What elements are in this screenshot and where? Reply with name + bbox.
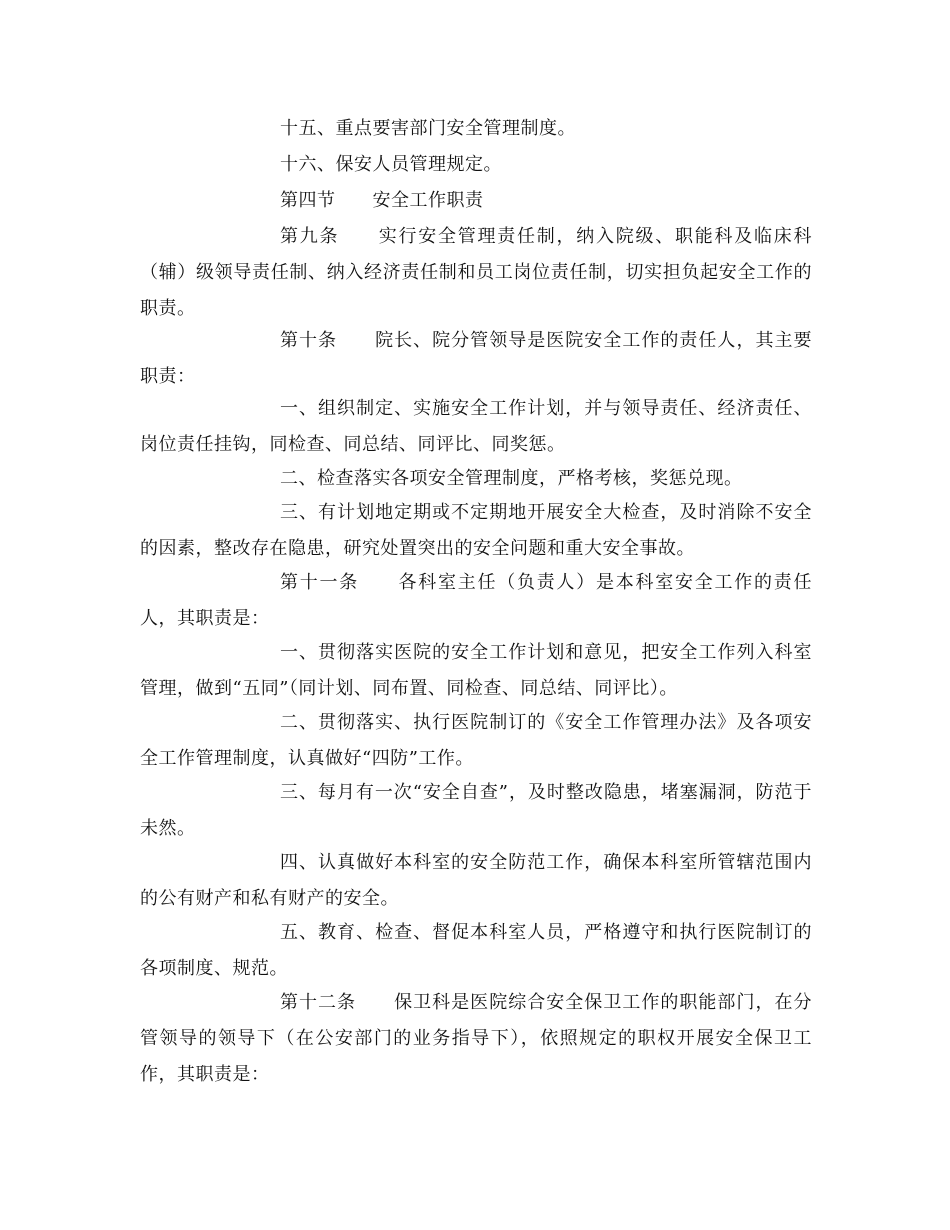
article-12: 第十二条 保卫科是医院综合安全保卫工作的职能部门，在分管领导的领导下（在公安部门的业务指导下），依照规定的职权开展安全保卫工作，其职责是： [140,992,812,1085]
article-9: 第九条 实行安全管理责任制，纳入院级、职能科及临床科（辅）级领导责任制、纳入经济责任制和员工岗位责任制，切实担负起安全工作的职责。 [140,226,812,319]
article-10-item-1: 一、组织制定、实施安全工作计划，并与领导责任、经济责任、岗位责任挂钩，同检查、同总结、同评比、同奖惩。 [140,398,812,455]
article-11-item-3: 三、每月有一次“安全自查”，及时整改隐患，堵塞漏洞，防范于未然。 [140,782,812,839]
article-11-item-2: 二、贯彻落实、执行医院制订的《安全工作管理办法》及各项安全工作管理制度，认真做好“四防”工作。 [140,712,812,769]
article-10-item-3: 三、有计划地定期或不定期地开展安全大检查，及时消除不安全的因素，整改存在隐患，研究处置突出的安全问题和重大安全事故。 [140,502,812,559]
paragraph-item-16: 十六、保安人员管理规定。 [280,154,502,175]
article-11-item-4: 四、认真做好本科室的安全防范工作，确保本科室所管辖范围内的公有财产和私有财产的安全。 [140,852,812,909]
article-11-item-1: 一、贯彻落实医院的安全工作计划和意见，把安全工作列入科室管理，做到“五同”（同计划、同布置、同检查、同总结、同评比）。 [140,642,812,699]
paragraph-item-15: 十五、重点要害部门安全管理制度。 [280,118,576,139]
article-11: 第十一条 各科室主任（负责人）是本科室安全工作的责任人，其职责是： [140,572,812,629]
article-10-item-2: 二、检查落实各项安全管理制度，严格考核，奖惩兑现。 [280,468,743,489]
article-11-item-5: 五、教育、检查、督促本科室人员，严格遵守和执行医院制订的各项制度、规范。 [140,922,812,979]
section-heading: 第四节 安全工作职责 [280,190,484,211]
article-10: 第十条 院长、院分管领导是医院安全工作的责任人，其主要职责： [140,330,812,387]
